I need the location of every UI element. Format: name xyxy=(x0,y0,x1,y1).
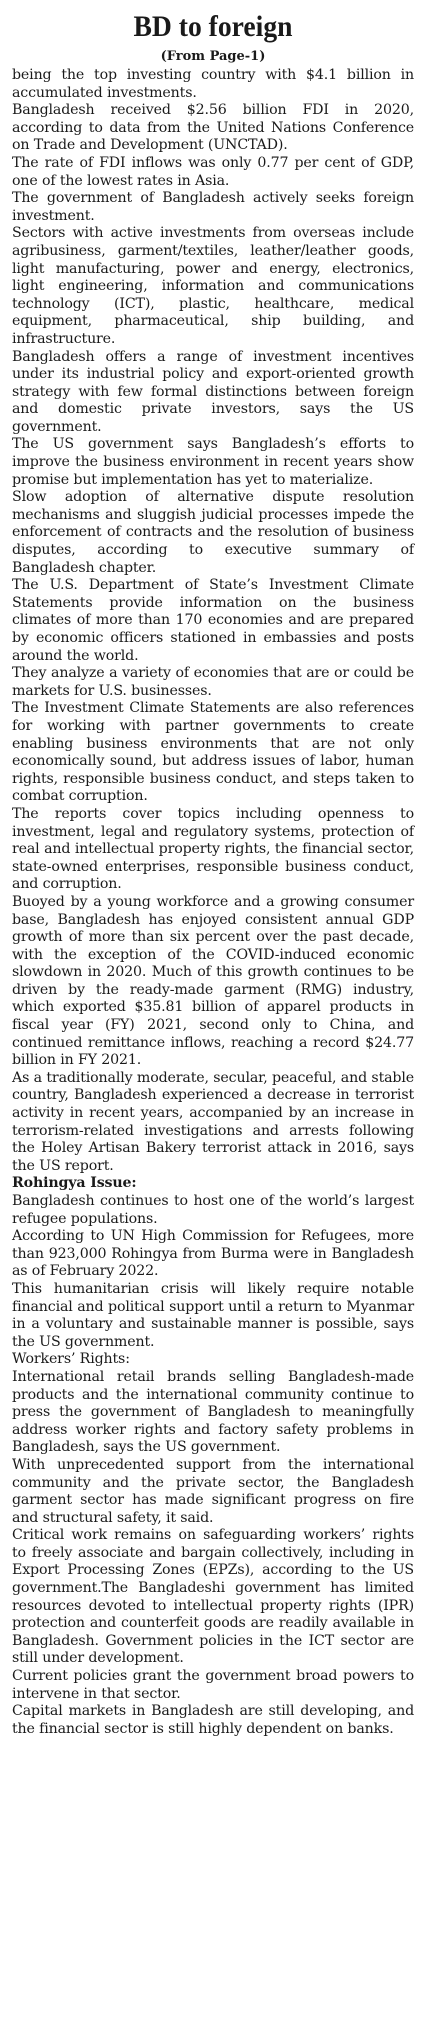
article-paragraph: Bangladesh offers a range of investment incentives under its industrial policy and export-oriented growth strategy with few formal distinctions between foreign and domestic private investors, says the US government. xyxy=(12,348,414,435)
article-paragraph: Critical work remains on safeguarding workers’ rights to freely associate and bargain collectively, including in Export Processing Zones (EPZs), according to the US government.The Bangladeshi government has limited resources devoted to intellectual property rights (IPR) protection and counterfeit goods are readily available in Bangladesh. Government policies in the ICT sector are still under development. xyxy=(12,1527,414,1667)
article-paragraph: The reports cover topics including openness to investment, legal and regulatory systems, protection of real and intellectual property rights, the financial sector, state-owned enterprises, responsible business conduct, and corruption. xyxy=(12,805,414,893)
article-paragraph: They analyze a variety of economies that are or could be markets for U.S. businesses. xyxy=(12,665,414,699)
article-paragraph: Current policies grant the government broad powers to intervene in that sector. xyxy=(12,1668,414,1702)
article-paragraph: With unprecedented support from the international community and the private sector, the Bangladesh garment sector has made significant progress on fire and structural safety, it said. xyxy=(12,1456,414,1526)
article-paragraph: Bangladesh continues to host one of the world’s largest refugee populations. xyxy=(12,1193,414,1227)
article-paragraph: Bangladesh received $2.56 billion FDI in 2020, according to data from the United Nations Conference on Trade and Development (UNCTAD). xyxy=(12,102,414,154)
article-paragraph: The government of Bangladesh actively seeks foreign investment. xyxy=(12,190,414,224)
article-paragraph: Slow adoption of alternative dispute resolution mechanisms and sluggish judicial processes impede the enforcement of contracts and the resolution of business disputes, according to executive summary of Bangladesh chapter. xyxy=(12,489,414,576)
article-paragraph: Sectors with active investments from overseas include agribusiness, garment/textiles, leather/leather goods, light manufacturing, power and energy, electronics, light engineering, information and communications technology (ICT), plastic, healthcare, medical equipment, pharmaceutical, ship building, and infrastructure. xyxy=(12,225,414,347)
article-paragraph: Workers’ Rights: xyxy=(12,1351,130,1368)
section-subheading: Rohingya Issue: xyxy=(12,1175,137,1192)
article-paragraph: The Investment Climate Statements are also references for working with partner governments to create enabling business environments that are not only economically sound, but address issues of labor, human rights, responsible business conduct, and steps taken to combat corruption. xyxy=(12,700,414,805)
article-paragraph: being the top investing country with $4.1 billion in accumulated investments. xyxy=(12,67,414,101)
article-paragraph: According to UN High Commission for Refugees, more than 923,000 Rohingya from Burma were in Bangladesh as of February 2022. xyxy=(12,1228,414,1280)
article-paragraph: The U.S. Department of State’s Investment Climate Statements provide information on the business climates of more than 170 economies and are prepared by economic officers stationed in embassies and posts around the world. xyxy=(12,577,414,664)
article-paragraph: Capital markets in Bangladesh are still developing, and the financial sector is still highly dependent on banks. xyxy=(12,1703,414,1737)
continued-from-label: (From Page-1) xyxy=(160,49,266,64)
article-paragraph: International retail brands selling Bangladesh-made products and the international community continue to press the government of Bangladesh to meaningfully address worker rights and factory safety problems in Bangladesh, says the US government. xyxy=(12,1368,414,1456)
article-paragraph: The US government says Bangladesh’s efforts to improve the business environment in recent years show promise but implementation has yet to materialize. xyxy=(12,436,414,488)
article-paragraph: This humanitarian crisis will likely require notable financial and political support until a return to Myanmar in a voluntary and sustainable manner is possible, says the US government. xyxy=(12,1280,414,1350)
article-paragraph: As a traditionally moderate, secular, peaceful, and stable country, Bangladesh experienced a decrease in terrorist activity in recent years, accompanied by an increase in terrorism-related investigations and arrests following the Holey Artisan Bakery terrorist attack in 2016, says the US report. xyxy=(12,1069,414,1174)
article-headline: BD to foreign xyxy=(133,10,293,43)
article-paragraph: Buoyed by a young workforce and a growing consumer base, Bangladesh has enjoyed consistent annual GDP growth of more than six percent over the past decade, with the exception of the COVID-induced economic slowdown in 2020. Much of this growth continues to be driven by the ready-made garment (RMG) industry, which exported $35.81 billion of apparel products in fiscal year (FY) 2021, second only to China, and continued remittance inflows, reaching a record $24.77 billion in FY 2021. xyxy=(12,893,414,1069)
article-paragraph: The rate of FDI inflows was only 0.77 per cent of GDP, one of the lowest rates in Asia. xyxy=(12,154,414,189)
article-body xyxy=(12,67,414,1738)
